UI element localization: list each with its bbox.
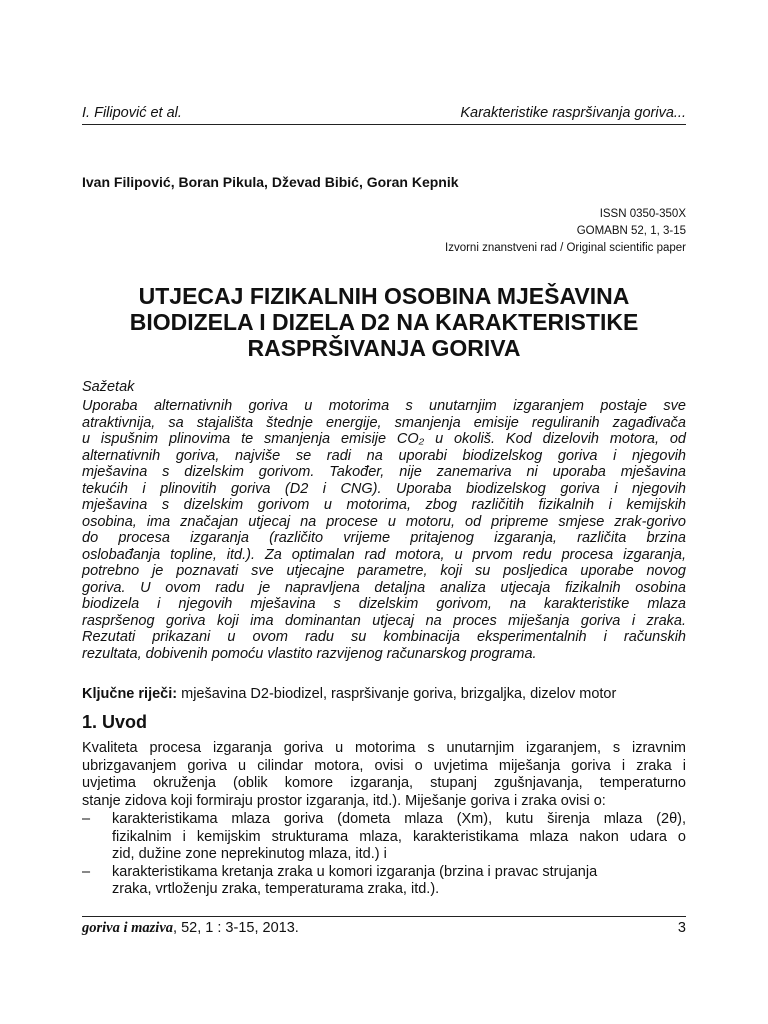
abstract-line: potrebno je poznavati sve utjecajne parametre, koji su posljedica uporabe novog bbox=[82, 563, 686, 579]
running-head-authors: I. Filipović et al. bbox=[82, 105, 182, 121]
paper-type: Izvorni znanstveni rad / Original scientific paper bbox=[445, 242, 686, 254]
abstract-line: rezultata, dobivenih pomoću vlastito razvijenog računarskog programa. bbox=[82, 645, 537, 662]
page-footer bbox=[82, 920, 686, 937]
abstract-line: alternativnih goriva, najviše se radi na uporabi biodizelskog goriva i njegovih bbox=[82, 447, 686, 464]
intro-paragraph bbox=[82, 740, 686, 810]
intro-line: uvjetima okruženja (oblik komore izgaranja, stupanj zgušnjavanja, temperaturno bbox=[82, 775, 686, 791]
running-head bbox=[82, 105, 686, 121]
title-line: UTJECAJ FIZIKALNIH OSOBINA MJEŠAVINA bbox=[138, 283, 630, 309]
list-item bbox=[82, 864, 686, 899]
running-head-title: Karakteristike raspršivanja goriva... bbox=[460, 105, 686, 121]
paper-title bbox=[82, 283, 686, 361]
citation-details: , 52, 1 : 3-15, 2013. bbox=[173, 920, 299, 936]
dash-marker: – bbox=[82, 863, 91, 880]
title-line: RASPRŠIVANJA GORIVA bbox=[247, 335, 521, 361]
abstract-line: u ispušnim plinovima te smanjenja emisije CO₂ u okoliš. Kod dizelovih motora, od bbox=[82, 431, 686, 447]
intro-line: stanje zidova koji formiraju prostor izgaranja, itd.). Miješanje goriva i zraka ovisi o: bbox=[82, 792, 606, 809]
journal-code: GOMABN 52, 1, 3-15 bbox=[576, 225, 686, 237]
keywords bbox=[82, 686, 686, 702]
abstract-line: do procesa izgaranja (različito vrijeme pritajenog izgaranja, različita brzina bbox=[82, 530, 686, 546]
abstract-heading: Sažetak bbox=[82, 379, 135, 395]
author-list: Ivan Filipović, Boran Pikula, Dževad Bibić, Goran Kepnik bbox=[82, 174, 459, 190]
intro-line: Kvaliteta procesa izgaranja goriva u motorima s unutarnjim izgaranjem, s izravnim bbox=[82, 740, 686, 756]
list-item bbox=[82, 811, 686, 864]
keywords-label: Ključne riječi: bbox=[82, 686, 178, 702]
abstract-line: mješavina s dizelskim gorivom. Također, nije zanemariva ni uporaba mješavina bbox=[82, 464, 686, 480]
abstract-line: osobina, ima značajan utjecaj na procese u motoru, od pripreme smjese zrak-gorivo bbox=[82, 513, 686, 530]
issn: ISSN 0350-350X bbox=[599, 208, 686, 220]
abstract-line: raspršenog goriva koji ima dominantan utjecaj na proces miješanja goriva i zraka. bbox=[82, 612, 686, 629]
abstract-line: Uporaba alternativnih goriva u motorima s unutarnjim izgaranjem postaje sve bbox=[82, 398, 686, 414]
abstract-line: tekućih i plinovitih goriva (D2 i CNG). Uporaba biodizelskog goriva i njegovih bbox=[82, 480, 686, 497]
header-rule bbox=[82, 124, 686, 125]
footer-rule bbox=[82, 916, 686, 917]
abstract-line: mješavina s dizelskim gorivom u motorima, zbog različitih fizikalnih i kemijskih bbox=[82, 497, 686, 513]
list-line: zraka, vrtloženju zraka, temperaturama zraka, itd.). bbox=[112, 881, 440, 897]
title-line: BIODIZELA I DIZELA D2 NA KARAKTERISTIKE bbox=[129, 309, 639, 335]
list-line: karakteristikama kretanja zraka u komori izgaranja (brzina i pravac strujanja bbox=[112, 863, 598, 880]
publication-meta bbox=[445, 206, 686, 257]
keywords-text: mješavina D2-biodizel, raspršivanje goriva, brizgaljka, dizelov motor bbox=[177, 686, 617, 702]
page-number: 3 bbox=[677, 920, 686, 936]
journal-citation bbox=[82, 920, 299, 937]
abstract-body bbox=[82, 398, 686, 662]
journal-name: goriva i maziva bbox=[82, 920, 174, 936]
abstract-line: biodizela i njegovih mješavina s dizelskim gorivom, na karakteristike mlaza bbox=[82, 596, 686, 612]
abstract-line: oslobađanja topline, itd.). Za optimalan rad motora, u prvom redu procesa izgaranja, bbox=[82, 546, 686, 563]
intro-line: ubrizgavanjem goriva u cilindar motora, ovisi o uvjetima miješanja goriva i zraka i bbox=[82, 757, 686, 774]
section-title: 1. Uvod bbox=[82, 712, 148, 732]
list-line: karakteristikama mlaza goriva (dometa mlaza (Xm), kutu širenja mlaza (2θ), bbox=[112, 811, 686, 827]
list-line: zid, dužine zone neprekinutog mlaza, itd.) i bbox=[112, 846, 387, 862]
bullet-list bbox=[82, 811, 686, 899]
abstract-line: goriva. U ovom radu je napravljena detaljna analiza utjecaja fizikalnih osobina bbox=[82, 579, 686, 596]
dash-marker: – bbox=[82, 811, 91, 827]
abstract-line: Rezutati prikazani u ovom radu su kombinacija eksperimentalnih i računskih bbox=[82, 629, 686, 645]
abstract-line: atraktivnija, sa stajališta štednje energije, smanjenja emisije reguliranih zagađivača bbox=[82, 414, 686, 431]
list-line: fizikalnim i kemijskim strukturama mlaza, karakteristikama mlaza nakon udara o bbox=[112, 828, 686, 845]
